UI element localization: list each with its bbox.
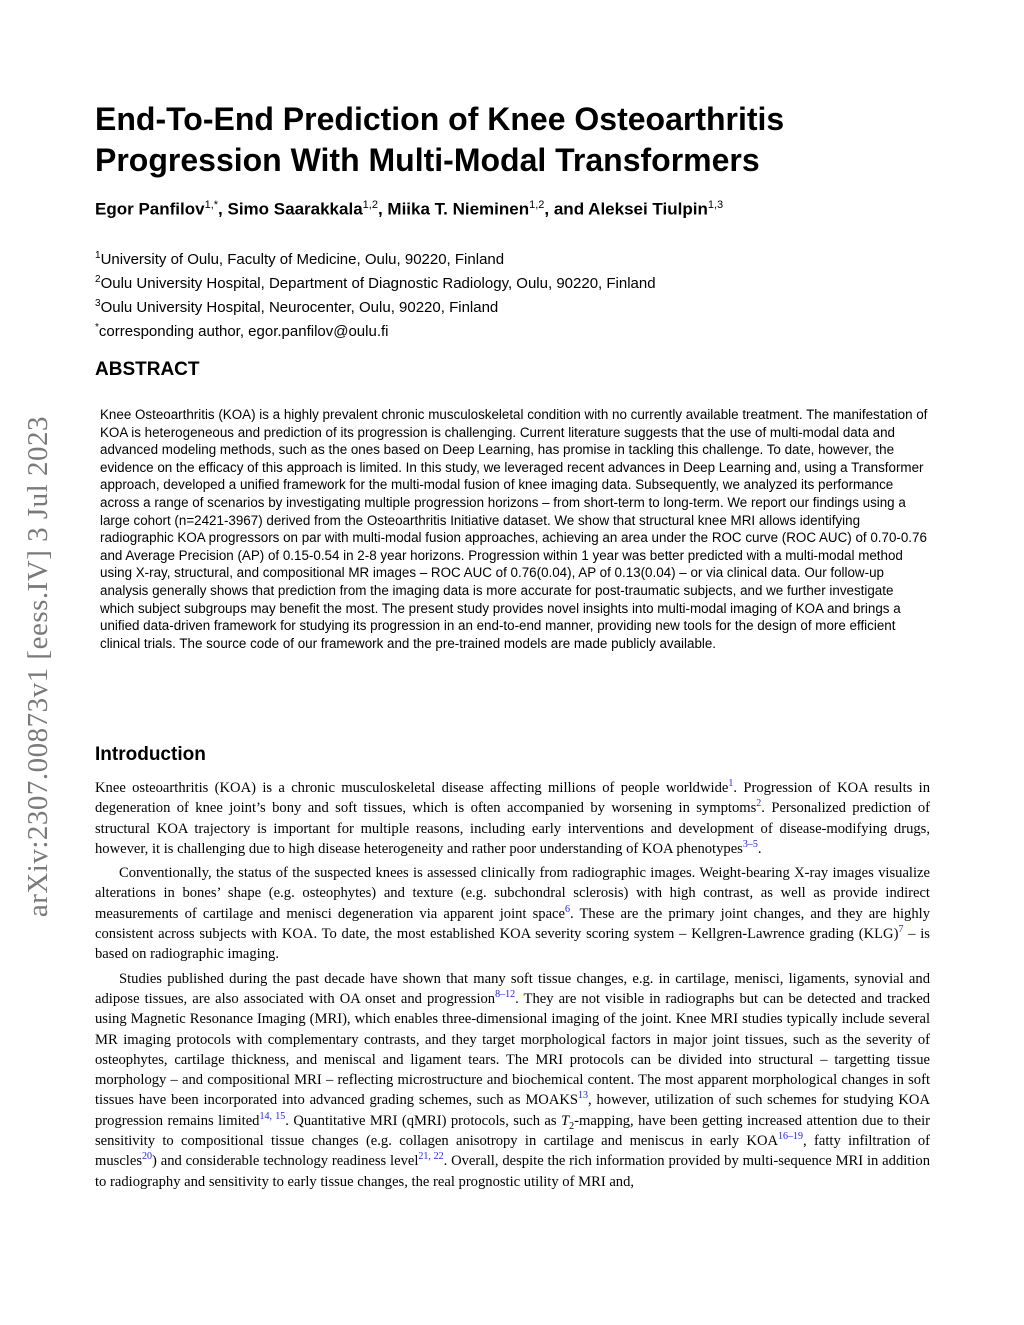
text-run: . Overall, despite the rich information provided by multi-sequence MRI in addition to radiography and sensitivity to early tissue changes, the real prognostic utility of MRI and, [95, 1153, 930, 1190]
text-run: . Personalized prediction of structural KOA trajectory is important for multiple reasons, including early interventions and development of disease-modifying drugs, however, it is challenging due to high disease heterogeneity and rather poor understanding of KOA phenotypes [95, 800, 930, 857]
citation-link[interactable]: 6 [565, 903, 571, 915]
citation-link[interactable]: 7 [898, 924, 904, 936]
author-separator: , [218, 199, 228, 219]
author-name: Aleksei Tiulpin [588, 199, 708, 219]
text-run: . Quantitative MRI (qMRI) protocols, such as [285, 1112, 561, 1129]
text-run: . These are the primary joint changes, and they are highly consistent across subjects with KOA. To date, the most established KOA severity scoring system – Kellgren-Lawrence grading (KLG) [95, 905, 930, 943]
citation-link[interactable]: 1 [728, 778, 734, 790]
text-run: Knee osteoarthritis (KOA) is a chronic musculoskeletal disease affecting millions of people worldwide [95, 780, 729, 796]
paragraph [95, 969, 930, 1192]
citation-link[interactable]: 16–19 [778, 1131, 804, 1143]
author-affiliation-mark: 1,3 [707, 199, 724, 211]
affiliation-mark: 2 [95, 274, 101, 285]
text-run: -mapping, have been getting increased attention due to their sensitivity to compositional tissue changes (e.g. collagen anisotropy in cartilage and meniscus in early KOA [95, 1112, 931, 1150]
text-run: – is based on radiographic imaging. [95, 926, 930, 963]
author-name: Simo Saarakkala [227, 199, 363, 219]
affiliation-text: Oulu University Hospital, Department of Diagnostic Radiology, Oulu, 90220, Finland [100, 275, 656, 292]
affiliation-mark: 3 [95, 298, 101, 309]
citation-link[interactable]: 3–5 [742, 839, 758, 851]
arxiv-identifier [16, 372, 60, 962]
citation-link[interactable]: 14, 15 [259, 1110, 286, 1122]
text-run: . [757, 840, 762, 857]
author-affiliation-mark: 1,2 [529, 199, 545, 211]
author-affiliation-mark: 1,2 [362, 199, 378, 211]
text-run: Studies published during the past decade have shown that many soft tissue changes, e.g. in cartilage, menisci, ligaments, synovial and adipose tissues, are also associated with OA onset and progression [95, 970, 930, 1007]
affiliation-item [95, 294, 930, 318]
author-name: Miika T. Nieminen [387, 199, 530, 219]
text-run: . They are not visible in radiographs but can be detected and tracked using Magnetic Resonance Imaging (MRI), which enables three-dimensional imaging of the joint. Knee MRI studies typically include several MR imaging protocols with complementary contrasts, and they target morphological factors in major joint tissues, such as the severity of osteophytes, cartilage thickness, and meniscal and ligament tears. The MRI protocols can be divided into structural – targetting tissue morphology – and compositional MRI – reflecting microstructure and biochemical content. The most apparent morphological changes in soft tissues have been incorporated into advanced grading schemes, such as MOAKS [95, 990, 930, 1109]
math-symbol: T [561, 1112, 570, 1129]
abstract-text: Knee Osteoarthritis (KOA) is a highly prevalent chronic musculoskeletal condition with no currently available treatment. The manifestation of KOA is heterogeneous and prediction of its progression is challenging. Current literature suggests that the use of multi-modal data and advanced modeling methods, such as the ones based on Deep Learning, has promise in tackling this challenge. To date, however, the evidence on the efficacy of this approach is limited. In this study, we leveraged recent advances in Deep Learning and, using a Transformer approach, developed a unified framework for the multi-modal fusion of knee imaging data. Subsequently, we analyzed its performance across a range of scenarios by investigating multiple progression horizons – from short-term to long-term. We report our findings using a large cohort (n=2421-3967) derived from the Osteoarthritis Initiative dataset. We show that structural knee MRI allows identifying radiographic KOA progressors on par with multi-modal fusion approaches, achieving an area under the ROC curve (ROC AUC) of 0.70-0.76 and Average Precision (AP) of 0.15-0.54 in 2-8 year horizons. Progression within 1 year was better predicted with a multi-modal method using X-ray, structural, and compositional MR images – ROC AUC of 0.76(0.04), AP of 0.13(0.04) – or via clinical data. Our follow-up analysis generally shows that prediction from the imaging data is more accurate for post-traumatic subjects, and we further investigate which subject subgroups may benefit the most. The present study provides novel insights into multi-modal imaging of KOA and brings a unified data-driven framework for studying its progression in an end-to-end manner, providing new tools for the design of more efficient clinical trials. The source code of our framework and the pre-trained models are made publicly available. [100, 407, 928, 651]
affiliation-mark: * [95, 322, 99, 333]
affiliation-text: University of Oulu, Faculty of Medicine, Oulu, 90220, Finland [100, 251, 505, 268]
citation-link[interactable]: 13 [578, 1090, 589, 1102]
arxiv-identifier-text: arXiv:2307.00873v1 [eess.IV] 3 Jul 2023 [21, 416, 54, 918]
author-name: Egor Panfilov [95, 199, 205, 219]
affiliation-list [95, 246, 930, 342]
citation-link[interactable]: 21, 22 [418, 1151, 444, 1163]
affiliation-item [95, 318, 930, 342]
title-line-1: End-To-End Prediction of Knee Osteoarthritis [95, 101, 785, 137]
text-run: , fatty infiltration of muscles [95, 1133, 930, 1170]
text-run: , however, utilization of such schemes for studying KOA progression remains limited [95, 1092, 930, 1129]
affiliation-item [95, 246, 930, 270]
affiliation-text: corresponding author, egor.panfilov@oulu.fi [98, 323, 389, 340]
citation-link[interactable]: 20 [142, 1151, 153, 1163]
math-subscript: 2 [569, 1120, 575, 1132]
introduction-heading: Introduction [95, 744, 206, 765]
author-affiliation-mark: 1,* [204, 199, 219, 211]
paragraph [95, 778, 930, 859]
affiliation-mark: 1 [95, 250, 101, 261]
author-list [95, 199, 930, 220]
author-separator: , [377, 199, 388, 219]
affiliation-item [95, 270, 930, 294]
introduction-body [95, 778, 930, 1192]
abstract-heading: ABSTRACT [95, 359, 200, 380]
affiliation-text: Oulu University Hospital, Neurocenter, Oulu, 90220, Finland [100, 299, 499, 316]
text-run: Conventionally, the status of the suspected knees is assessed clinically from radiographic images. Weight-bearing X-ray images visualize alterations in bones’ shape (e.g. osteophytes) and texture (e.g. subchondral sclerosis) with high contrast, as well as provide indirect measurements of cartilage and menisci degeneration via apparent joint space [95, 865, 930, 922]
citation-link[interactable]: 8–12 [495, 989, 516, 1001]
title-line-2: Progression With Multi-Modal Transformers [95, 142, 760, 178]
paper-title [95, 99, 930, 181]
text-run: . Progression of KOA results in degeneration of knee joint’s bony and soft tissues, which is often accompanied by worsening in symptoms [95, 780, 931, 817]
paragraph [95, 863, 930, 964]
author-separator: , and [544, 199, 589, 219]
citation-link[interactable]: 2 [756, 798, 762, 810]
text-run: ) and considerable technology readiness level [152, 1153, 419, 1170]
